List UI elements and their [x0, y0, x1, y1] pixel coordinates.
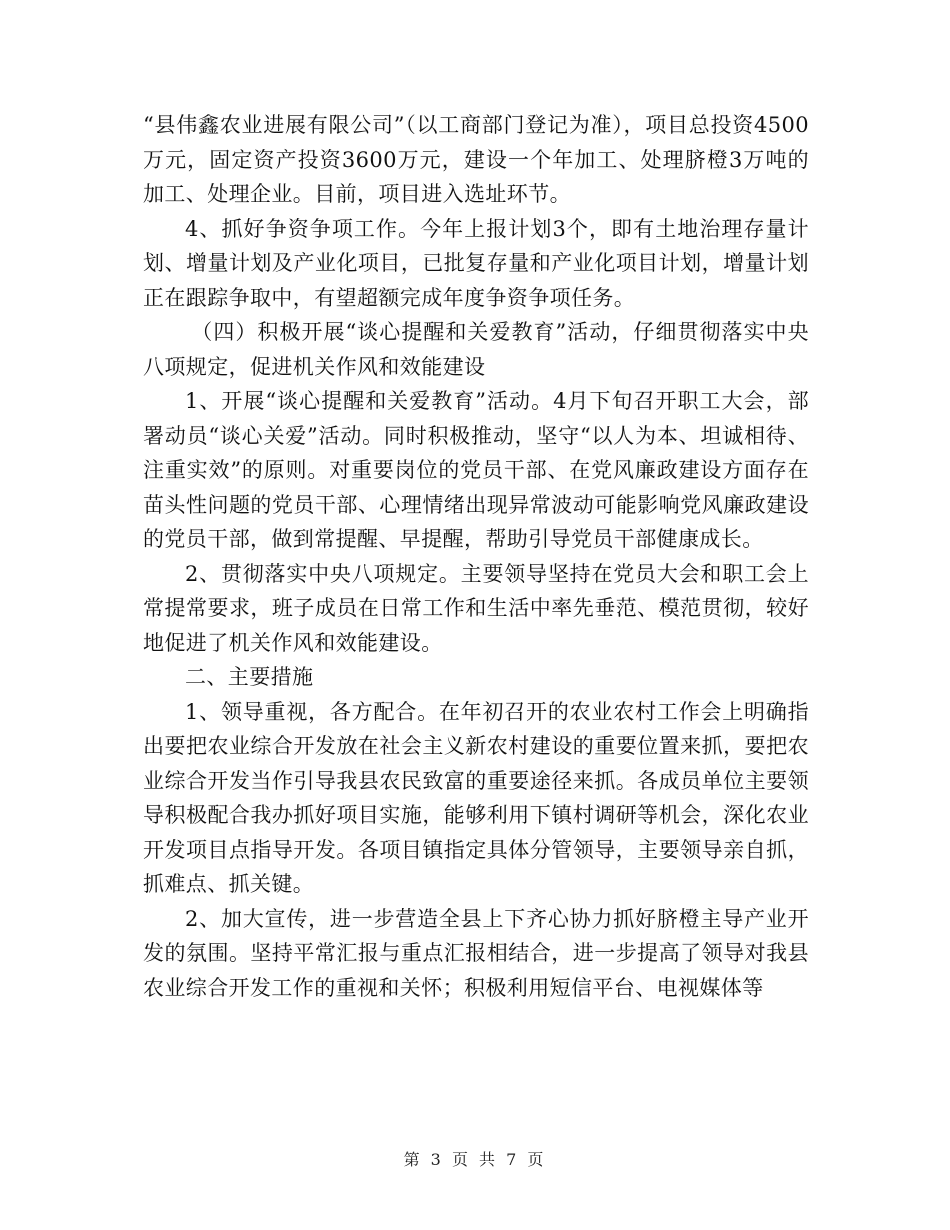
section-heading-2: 二、主要措施: [185, 665, 314, 689]
paragraph-1: “县伟鑫农业进展有限公司”（以工商部门登记为准），项目总投资4500万元，固定资产投资3600万元，建设一个年加工、处理脐橙3万吨的加工、处理企业。目前，项目进入选址环节。: [143, 113, 809, 206]
paragraph-2: 4、抓好争资争项工作。今年上报计划3个，即有土地治理存量计划、增量计划及产业化项目，已批复存量和产业化项目计划，增量计划正在跟踪争取中，有望超额完成年度争资争项任务。: [143, 216, 809, 310]
page-number-footer: 第 3 页 共 7 页: [403, 1150, 547, 1169]
paragraph-4: 2、贯彻落实中央八项规定。主要领导坚持在党员大会和职工会上常提常要求，班子成员在日常工作和生活中率先垂范、模范贯彻，较好地促进了机关作风和效能建设。: [143, 561, 809, 655]
paragraph-5: 1、领导重视，各方配合。在年初召开的农业农村工作会上明确指出要把农业综合开发放在社会主义新农村建设的重要位置来抓，要把农业综合开发当作引导我县农民致富的重要途径来抓。各成员单位主要领导积极配合我办抓好项目实施，能够利用下镇村调研等机会，深化农业开发项目点指导开发。各项目镇指定具体分管领导，主要领导亲自抓，抓难点、抓关键。: [143, 699, 809, 896]
document-body: [143, 108, 809, 1005]
paragraph-3: 1、开展“谈心提醒和关爱教育”活动。4月下旬召开职工大会，部署动员“谈心关爱”活动。同时积极推动，坚守“以人为本、坦诚相待、注重实效”的原则。对重要岗位的党员干部、在党风廉政建设方面存在苗头性问题的党员干部、心理情绪出现异常波动可能影响党风廉政建设的党员干部，做到常提醒、早提醒，帮助引导党员干部健康成长。: [143, 389, 809, 551]
paragraph-6: 2、加大宣传，进一步营造全县上下齐心协力抓好脐橙主导产业开发的氛围。坚持平常汇报与重点汇报相结合，进一步提高了领导对我县农业综合开发工作的重视和关怀；积极利用短信平台、电视媒体等: [143, 906, 809, 1000]
section-heading-4: （四）积极开展“谈心提醒和关爱教育”活动，仔细贯彻落实中央八项规定，促进机关作风和效能建设: [143, 320, 809, 379]
